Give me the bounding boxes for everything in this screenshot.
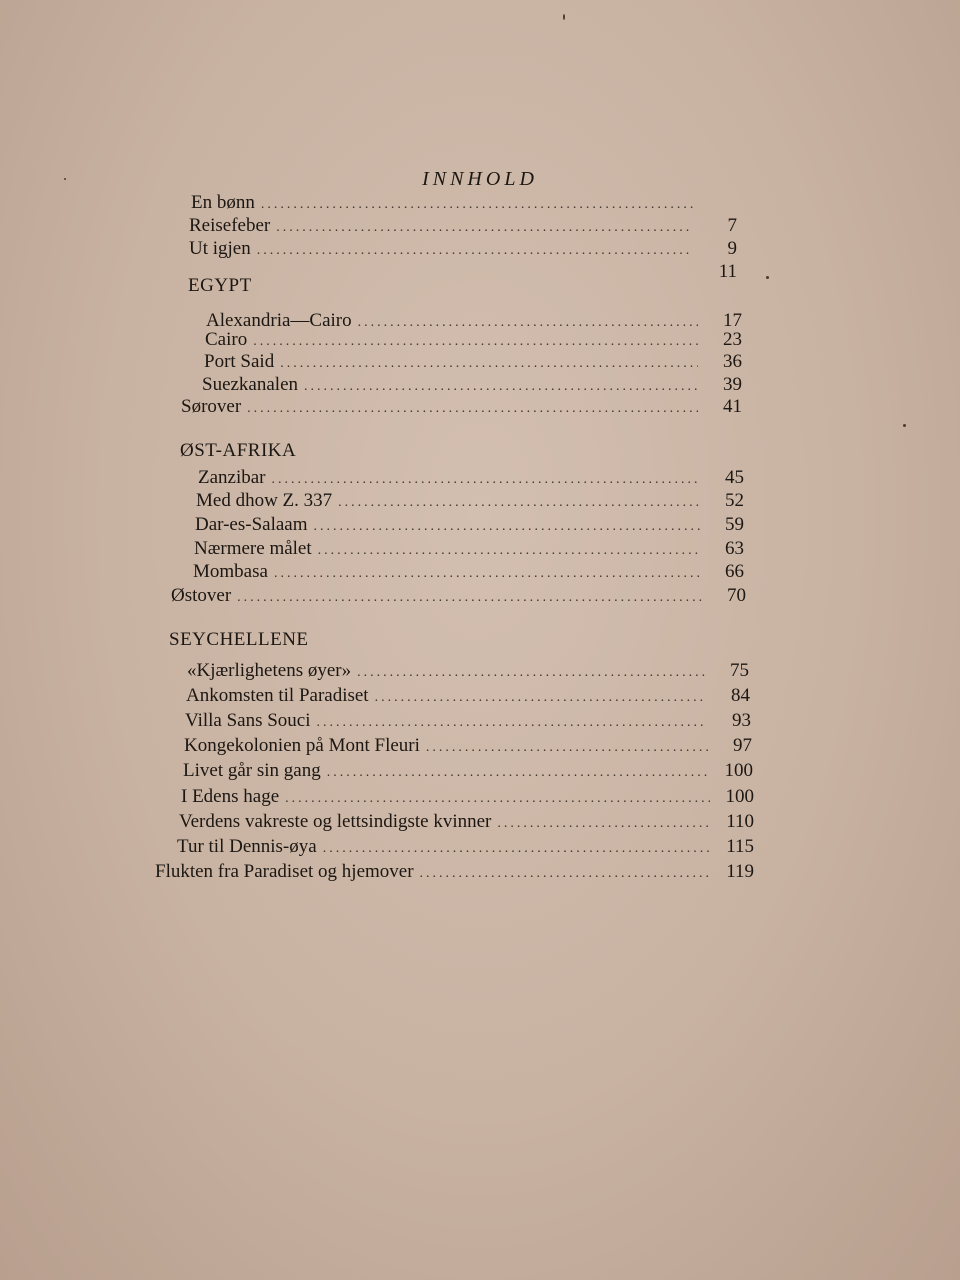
toc-entry-label: Kongekolonien på Mont Fleuri xyxy=(184,735,420,756)
toc-entry-label: Mombasa xyxy=(193,561,268,582)
dot-leader xyxy=(272,472,700,488)
dot-leader xyxy=(357,665,705,681)
toc-entry-page: 23 xyxy=(723,329,742,350)
dot-leader xyxy=(304,379,698,395)
dot-leader xyxy=(247,401,698,417)
toc-entry-label: Villa Sans Souci xyxy=(185,710,311,731)
toc-entry-label: Sørover xyxy=(181,396,242,417)
toc-entry-label: Livet går sin gang xyxy=(183,760,321,781)
dot-leader xyxy=(327,765,709,781)
toc-entry-page: 52 xyxy=(725,490,744,511)
toc-entry-label: En bønn xyxy=(191,192,255,213)
toc-entry xyxy=(184,735,752,761)
paper-speck xyxy=(766,276,769,279)
toc-entry xyxy=(181,786,754,812)
toc-entry-page: 17 xyxy=(723,310,742,331)
paper-speck xyxy=(903,424,906,427)
toc-entry-page: 7 xyxy=(727,215,737,236)
toc-entry-page: 9 xyxy=(727,238,737,259)
toc-entry-label: Østover xyxy=(171,585,232,606)
toc-entry-page: 70 xyxy=(727,585,746,606)
dot-leader xyxy=(285,791,710,807)
dot-leader xyxy=(257,243,693,259)
toc-entry-label: Tur til Dennis-øya xyxy=(177,836,317,857)
toc-entry-label: Nærmere målet xyxy=(194,538,312,559)
dot-leader xyxy=(426,740,708,756)
toc-entry-page: 119 xyxy=(726,861,754,882)
section-heading-seychellene: SEYCHELLENE xyxy=(169,629,309,650)
toc-entry-page: 36 xyxy=(723,351,742,372)
toc-entry-page: 110 xyxy=(726,811,754,832)
toc-entry-label: Reisefeber xyxy=(189,215,271,236)
toc-entry xyxy=(186,685,750,711)
toc-entry xyxy=(189,238,737,264)
dot-leader xyxy=(420,866,710,882)
toc-entry-page: 11 xyxy=(718,261,737,282)
toc-entry-label: Port Said xyxy=(204,351,275,372)
dot-leader xyxy=(323,841,710,857)
toc-entry-page: 93 xyxy=(732,710,751,731)
toc-entry-label: Ut igjen xyxy=(189,238,251,259)
toc-entry-page: 45 xyxy=(725,467,744,488)
toc-entry xyxy=(196,490,744,516)
dot-leader xyxy=(318,543,700,559)
toc-entry xyxy=(185,710,751,736)
toc-entry-page: 100 xyxy=(724,760,753,781)
dot-leader xyxy=(261,197,693,213)
toc-entry-page: 39 xyxy=(723,374,742,395)
page-title: INNHOLD xyxy=(422,168,538,190)
toc-entry xyxy=(177,836,754,862)
dot-leader xyxy=(237,590,702,606)
section-heading-ost-afrika: ØST-AFRIKA xyxy=(180,440,297,461)
dot-leader xyxy=(276,220,693,236)
toc-entry xyxy=(155,861,754,887)
toc-entry-label: Cairo xyxy=(205,329,248,350)
toc-entry-page: 63 xyxy=(725,538,744,559)
toc-entry-page: 41 xyxy=(723,396,742,417)
toc-entry-label: Ankomsten til Paradiset xyxy=(186,685,369,706)
toc-entry-label: Alexandria—Cairo xyxy=(206,310,352,331)
toc-entry-label: Dar-es-Salaam xyxy=(195,514,308,535)
toc-entry xyxy=(193,561,744,587)
paper-speck xyxy=(563,14,565,20)
dot-leader xyxy=(314,519,700,535)
dot-leader xyxy=(253,334,698,350)
toc-entry xyxy=(187,660,749,686)
toc-entry-label: «Kjærlighetens øyer» xyxy=(187,660,352,681)
toc-entry xyxy=(179,811,754,837)
toc-entry-label: Zanzibar xyxy=(198,467,266,488)
toc-entry-label: Med dhow Z. 337 xyxy=(196,490,333,511)
toc-entry xyxy=(183,760,753,786)
toc-entry-page: 59 xyxy=(725,514,744,535)
toc-entry-page: 75 xyxy=(730,660,749,681)
toc-entry-page: 66 xyxy=(725,561,744,582)
toc-entry-label: Flukten fra Paradiset og hjemover xyxy=(155,861,414,882)
dot-leader xyxy=(497,816,710,832)
toc-entry xyxy=(181,396,742,422)
dot-leader xyxy=(375,690,706,706)
section-heading-egypt: EGYPT xyxy=(188,275,252,296)
toc-entry xyxy=(195,514,744,540)
dot-leader xyxy=(317,715,707,731)
dot-leader xyxy=(280,356,698,372)
toc-entry-page: 100 xyxy=(725,786,754,807)
toc-entry-page: 115 xyxy=(726,836,754,857)
toc-entry-page: 97 xyxy=(733,735,752,756)
toc-entry-page: 84 xyxy=(731,685,750,706)
toc-entry-label: Suezkanalen xyxy=(202,374,299,395)
toc-entry-label: I Edens hage xyxy=(181,786,280,807)
dot-leader xyxy=(274,566,700,582)
dot-leader xyxy=(338,495,700,511)
toc-entry-label: Verdens vakreste og lettsindigste kvinner xyxy=(179,811,492,832)
toc-entry xyxy=(171,585,746,611)
